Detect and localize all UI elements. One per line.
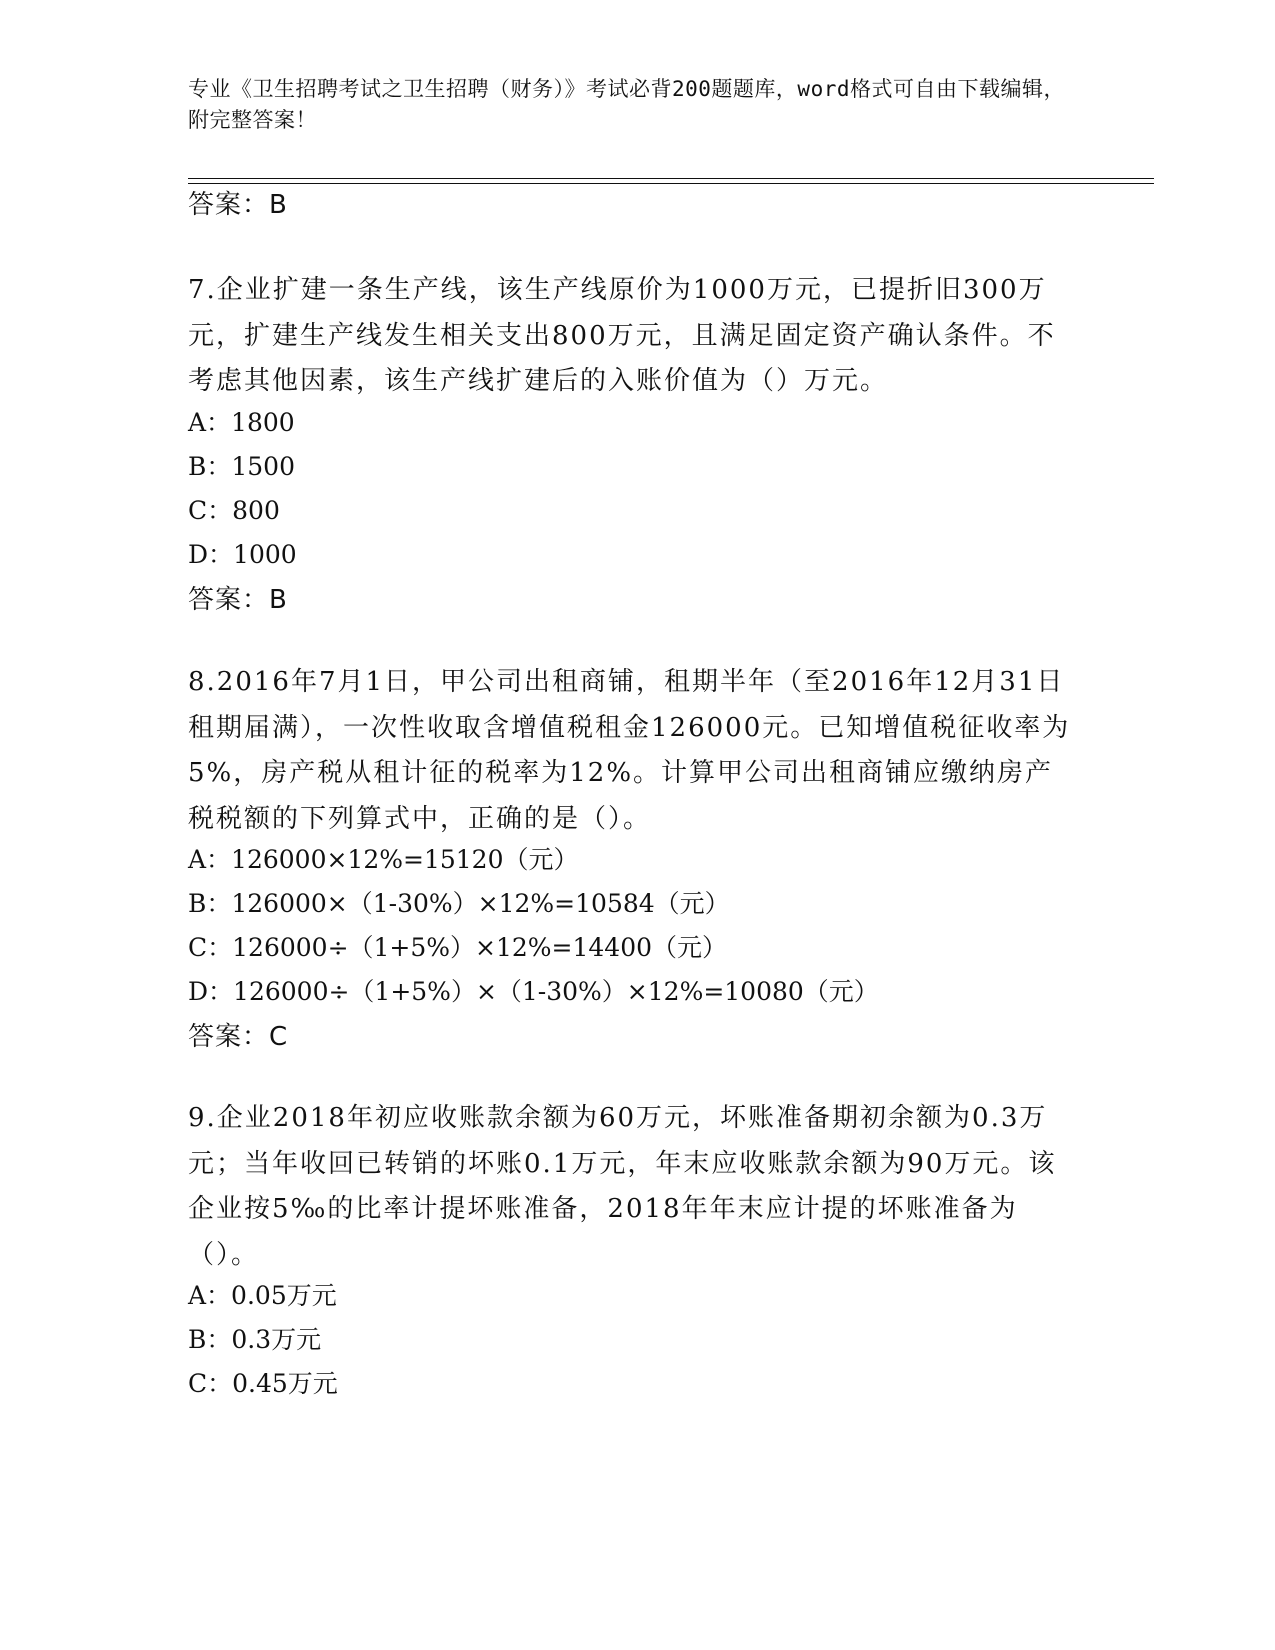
question-8-answer: 答案：C (188, 1022, 289, 1052)
page-header: 专业《卫生招聘考试之卫生招聘（财务）》考试必背200题题库，word格式可自由下载编辑，附完整答案！ (188, 77, 1065, 132)
question-7-answer: 答案：B (188, 585, 288, 615)
question-7-option-d: D：1000 (188, 540, 297, 569)
question-7-option-b: B：1500 (188, 452, 295, 481)
previous-answer: 答案：B (188, 190, 288, 220)
question-8-option-d: D：126000÷（1+5%）×（1-30%）×12%=10080（元） (188, 977, 879, 1006)
header-divider (188, 178, 1154, 179)
question-9-text: 9.企业2018年初应收账款余额为60万元，坏账准备期初余额为0.3万元；当年收回已转销的坏账0.1万元，年末应收账款余额为90万元。该企业按5‰的比率计提坏账准备，2018年年末应计提的坏账准备为（）。 (188, 1103, 1057, 1270)
question-8-option-c: C：126000÷（1+5%）×12%=14400（元） (188, 933, 728, 962)
question-7-text: 7.企业扩建一条生产线，该生产线原价为1000万元，已提折旧300万元，扩建生产线发生相关支出800万元，且满足固定资产确认条件。不考虑其他因素，该生产线扩建后的入账价值为（）万元。 (188, 275, 1056, 396)
question-8-option-a: A：126000×12%=15120（元） (188, 845, 579, 874)
question-8-text: 8.2016年7月1日，甲公司出租商铺，租期半年（至2016年12月31日租期届满），一次性收取含增值税租金126000元。已知增值税征收率为5%，房产税从租计征的税率为12%。计算甲公司出租商铺应缴纳房产税税额的下列算式中，正确的是（）。 (188, 667, 1071, 834)
question-9-option-c: C：0.45万元 (188, 1369, 338, 1398)
question-9-option-b: B：0.3万元 (188, 1325, 322, 1354)
header-divider-second (188, 183, 1154, 184)
question-7-option-c: C：800 (188, 496, 280, 525)
question-9-option-a: A：0.05万元 (188, 1281, 337, 1310)
question-7-option-a: A：1800 (188, 408, 295, 437)
question-8-option-b: B：126000×（1-30%）×12%=10584（元） (188, 889, 730, 918)
